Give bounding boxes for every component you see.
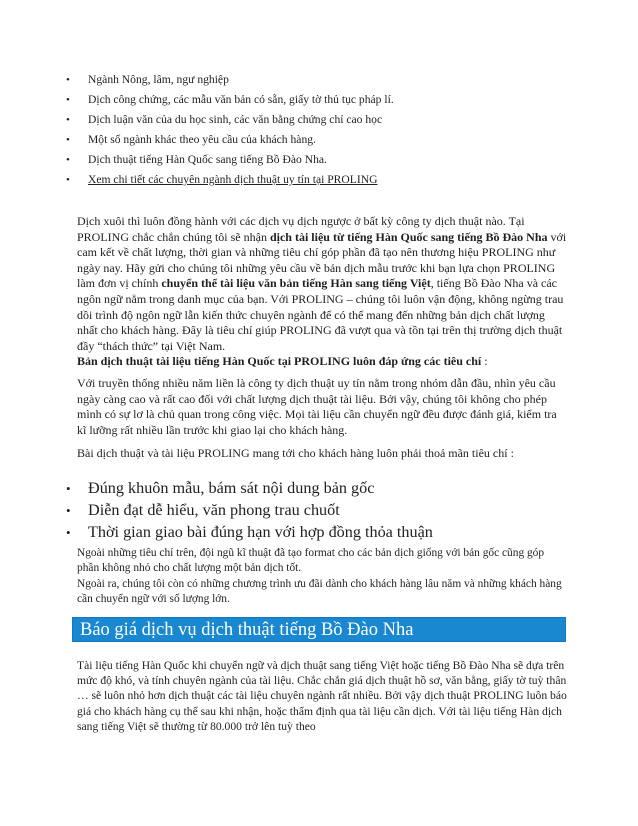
tradition-paragraph: Với truyền thống nhiều năm liền là công ty dịch thuật uy tín nằm trong nhóm dẫn đầu, nhìn yêu cầu ngày càng cao và rất cao đối với chất lượng dịch thuật tài liệu. Bởi vậy, chúng tôi không cho phép mình có sự lơ là chủ quan trong công việc. Mọi tài liệu cần chuyển ngữ đều được đánh giá, kiểm tra kĩ lưỡng rất nhiều lần trước khi giao lại cho khách hàng.	[77, 376, 557, 437]
criteria-intro-paragraph: Bài dịch thuật và tài liệu PROLING mang tới cho khách hàng luôn phải thoả mãn tiêu chí :	[77, 446, 514, 460]
list-item: • Đúng khuôn mẫu, bám sát nội dung bản gốc	[66, 477, 586, 499]
promotion-paragraph: Ngoài ra, chúng tôi còn có những chương trình ưu đãi dành cho khách hàng lâu năm và những khách hàng cần chuyển ngữ với số lượng lớn.	[77, 578, 562, 605]
intro-paragraph: Dịch xuôi thì luôn đồng hành với các dịch vụ dịch ngược ở bất kỳ công ty dịch thuật nào. Tại PROLING chắc chắn chúng tôi sẽ nhận dịch tài liệu từ tiếng Hàn Quốc sang tiếng Bồ Đào Nha với cam kết về chất lượng, thời gian và những tiêu chí góp phần đã tạo nên thương hiệu PROLING như ngày nay. Hãy gửi cho chúng tôi những yêu cầu về bản dịch mẫu trước khi bạn lựa chọn PROLING làm đơn vị chính chuyển thể tài liệu văn bản tiếng Hàn sang tiếng Việt, tiếng Bồ Đào Nha và các ngôn ngữ nằm trong danh mục của bạn. Với PROLING – chúng tôi luôn vận động, không ngừng trau dồi trình độ ngôn ngữ lẫn kiến thức chuyên ngành để có thể mang đến những bản dịch chất lượng nhất cho khách hàng. Đây là tiêu chí giúp PROLING đã vượt qua và tồn tại trên thị trường dịch thuật đầy “thách thức” tại Việt Nam. Bản dịch thuật tài liệu tiếng Hàn Quốc tại PROLING luôn đáp ứng các tiêu chí :	[77, 214, 567, 369]
bullet-icon: •	[66, 481, 71, 496]
bullet-icon: •	[66, 134, 70, 146]
bullet-icon: •	[66, 114, 70, 126]
bullet-icon: •	[66, 94, 70, 106]
list-item: • Thời gian giao bài đúng hạn với hợp đồng thỏa thuận	[66, 521, 586, 543]
list-item: • Một số ngành khác theo yêu cầu của khách hàng.	[66, 130, 586, 150]
format-paragraph: Ngoài những tiêu chí trên, đội ngũ kĩ thuật đã tạo format cho các bản dịch giống với bản gốc cũng góp phần không nhỏ cho chất lượng một bản dịch tốt.	[77, 547, 545, 574]
pricing-paragraph: Tài liệu tiếng Hàn Quốc khi chuyển ngữ và dịch thuật sang tiếng Việt hoặc tiếng Bồ Đào Nha sẽ dựa trên mức độ khó, và tính chuyên ngành của tài liệu. Chắc chắn giá dịch thuật hồ sơ, văn bằng, giấy tờ tuỳ thân … sẽ luôn nhỏ hơn dịch thuật các tài liệu chuyên ngành rất nhiều. Bởi vậy dịch thuật PROLING luôn báo giá cho khách hàng cụ thể sau khi nhận, hoặc thẩm định qua tài liệu cần dịch. Với tài liệu tiếng Hàn dịch sang tiếng Việt sẽ thường từ 80.000 trở lên tuỳ theo	[77, 659, 567, 733]
bullet-icon: •	[66, 503, 71, 518]
list-item: • Diễn đạt dễ hiểu, văn phong trau chuốt	[66, 499, 586, 521]
section-heading	[72, 617, 566, 642]
bullet-icon: •	[66, 174, 70, 186]
bold-phrase: dịch tài liệu từ tiếng Hàn Quốc sang tiếng Bồ Đào Nha	[269, 229, 548, 244]
list-item: • Dịch thuật tiếng Hàn Quốc sang tiếng Bồ Đào Nha.	[66, 150, 586, 170]
section-heading-text: Báo giá dịch vụ dịch thuật tiếng Bồ Đào Nha	[80, 620, 414, 640]
bold-phrase: Bản dịch thuật tài liệu tiếng Hàn Quốc tại PROLING luôn đáp ứng các tiêu chí	[77, 354, 482, 369]
list-item: • Dịch công chứng, các mẫu văn bản có sẵn, giấy tờ thủ tục pháp lí.	[66, 90, 586, 110]
criteria-bullet-list	[66, 477, 586, 543]
bullet-icon: •	[66, 525, 71, 540]
list-item	[66, 170, 586, 190]
list-item: • Ngành Nông, lâm, ngư nghiệp	[66, 70, 586, 90]
specialties-link[interactable]: Xem chi tiết các chuyên ngành dịch thuật uy tín tại PROLING	[88, 173, 378, 186]
bold-phrase: chuyển thể tài liệu văn bản tiếng Hàn sang tiếng Việt	[161, 276, 431, 291]
specialty-bullet-list	[66, 70, 586, 190]
bullet-icon: •	[66, 154, 70, 166]
list-item: • Dịch luận văn của du học sinh, các văn bằng chứng chỉ cao học	[66, 110, 586, 130]
bullet-icon: •	[66, 74, 70, 86]
